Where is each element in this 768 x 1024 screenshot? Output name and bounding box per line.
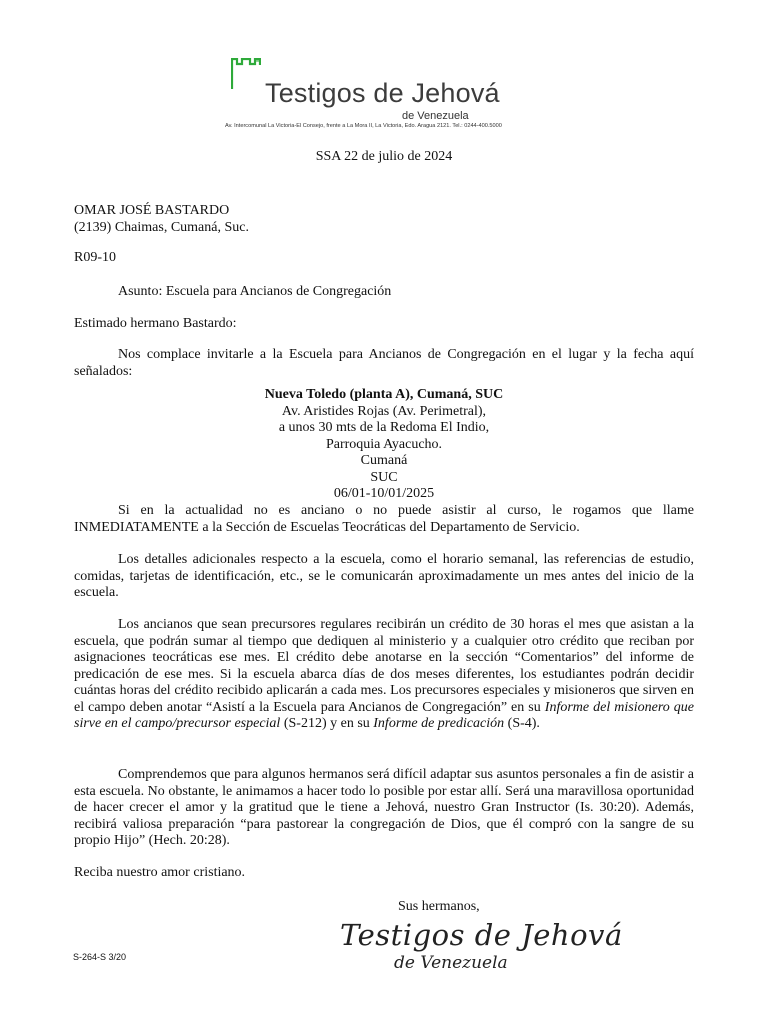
encouragement-paragraph: Comprendemos que para algunos hermanos será difícil adaptar sus asuntos personales a fin de asistir a esta escuela. No obstante, le animamos a hacer todo lo posible por estar allí. Será una maravillosa oportunidad de hacer crecer el amor y la gratitud que le tiene a Jehová, nuestro Gran Instructor (Is. 30:20). Además, recibirá valiosa preparación “para pastorear la congregación de Dios, que él compró con la sangre de su propio Hijo” (Hech. 20:28). [74,767,694,848]
signoff: Sus hermanos, [398,899,480,914]
recipient-name: OMAR JOSÉ BASTARDO [74,203,230,218]
recipient-block [74,203,694,236]
reference-code: R09-10 [74,250,116,265]
venue-city: Cumaná [360,453,408,468]
subject-line: Asunto: Escuela para Ancianos de Congregación [118,284,392,299]
intro-paragraph: Nos complace invitarle a la Escuela para Ancianos de Congregación en el lugar y la fecha aquí señalados: [74,347,694,379]
letter-date: SSA 22 de julio de 2024 [315,149,453,164]
form-code: S-264-S 3/20 [73,952,127,962]
recipient-address: (2139) Chaimas, Cumaná, Suc. [74,219,249,235]
preaching-report-form: Informe de predicación [373,716,505,731]
venue-street: Av. Aristides Rojas (Av. Perimetral), [281,403,487,419]
tower-icon [231,58,261,90]
unable-attend-line-2: INMEDIATAMENTE a la Sección de Escuelas Teocráticas del Departamento de Servicio. [74,519,580,535]
venue-block [0,387,768,503]
credit-text-1: Los ancianos que sean precursores regulares recibirán un crédito de 30 horas el mes que asistan a la escuela, que podrán sumar al tiempo que dediquen al ministerio y a cualquier otro crédito que reciban por asignaciones teocráticas ese mes. El crédito debe anotarse en la sección “Comentarios” del informe de predicación de ese mes. Si la escuela abarca días de dos meses diferentes, los estudiantes podrán decidir cuántas horas del crédito recibido aplicarán a cada mes. Los precursores especiales y misioneros que sirven en el campo deben anotar “Asistí a la Escuela para Ancianos de Congregación” en su [74,617,694,715]
credit-text-3: (S-4). [504,716,540,731]
unable-attend-paragraph [74,503,694,536]
details-paragraph: Los detalles adicionales respecto a la escuela, como el horario semanal, las referencias de estudio, comidas, tarjetas de identificación, etc., se le comunicarán aproximadamente un mes antes del inicio de la escuela. [74,552,694,600]
credit-text-2: (S-212) y en su [280,716,374,731]
closing-line: Reciba nuestro amor cristiano. [74,865,246,880]
credit-paragraph [74,617,694,733]
signature-line-2: de Venezuela [394,953,508,973]
organization-name: Testigos de Jehová [265,78,500,108]
venue-state: SUC [370,469,398,485]
organization-address: Av. Intercomunal La Victoria-El Consejo, frente a La Mora II, La Victoria, Edo. Aragua 2121. Tel.: 0244-400.5000 [225,123,502,129]
organization-subtitle: de Venezuela [402,110,469,122]
unable-attend-line-1: Si en la actualidad no es anciano o no puede asistir al curso, le rogamos que llame [118,503,694,518]
signature-line-1: Testigos de Jehová [340,918,623,952]
school-dates: 06/01-10/01/2025 [333,486,435,501]
salutation: Estimado hermano Bastardo: [74,316,237,331]
missionary-report-form: Informe del misionero que sirve en el campo/precursor especial [74,699,694,731]
venue-landmark: a unos 30 mts de la Redoma El Indio, [278,420,490,435]
venue-name: Nueva Toledo (planta A), Cumaná, SUC [264,387,504,402]
letterhead [225,58,551,138]
venue-parish: Parroquia Ayacucho. [325,436,443,452]
signature [340,918,623,978]
